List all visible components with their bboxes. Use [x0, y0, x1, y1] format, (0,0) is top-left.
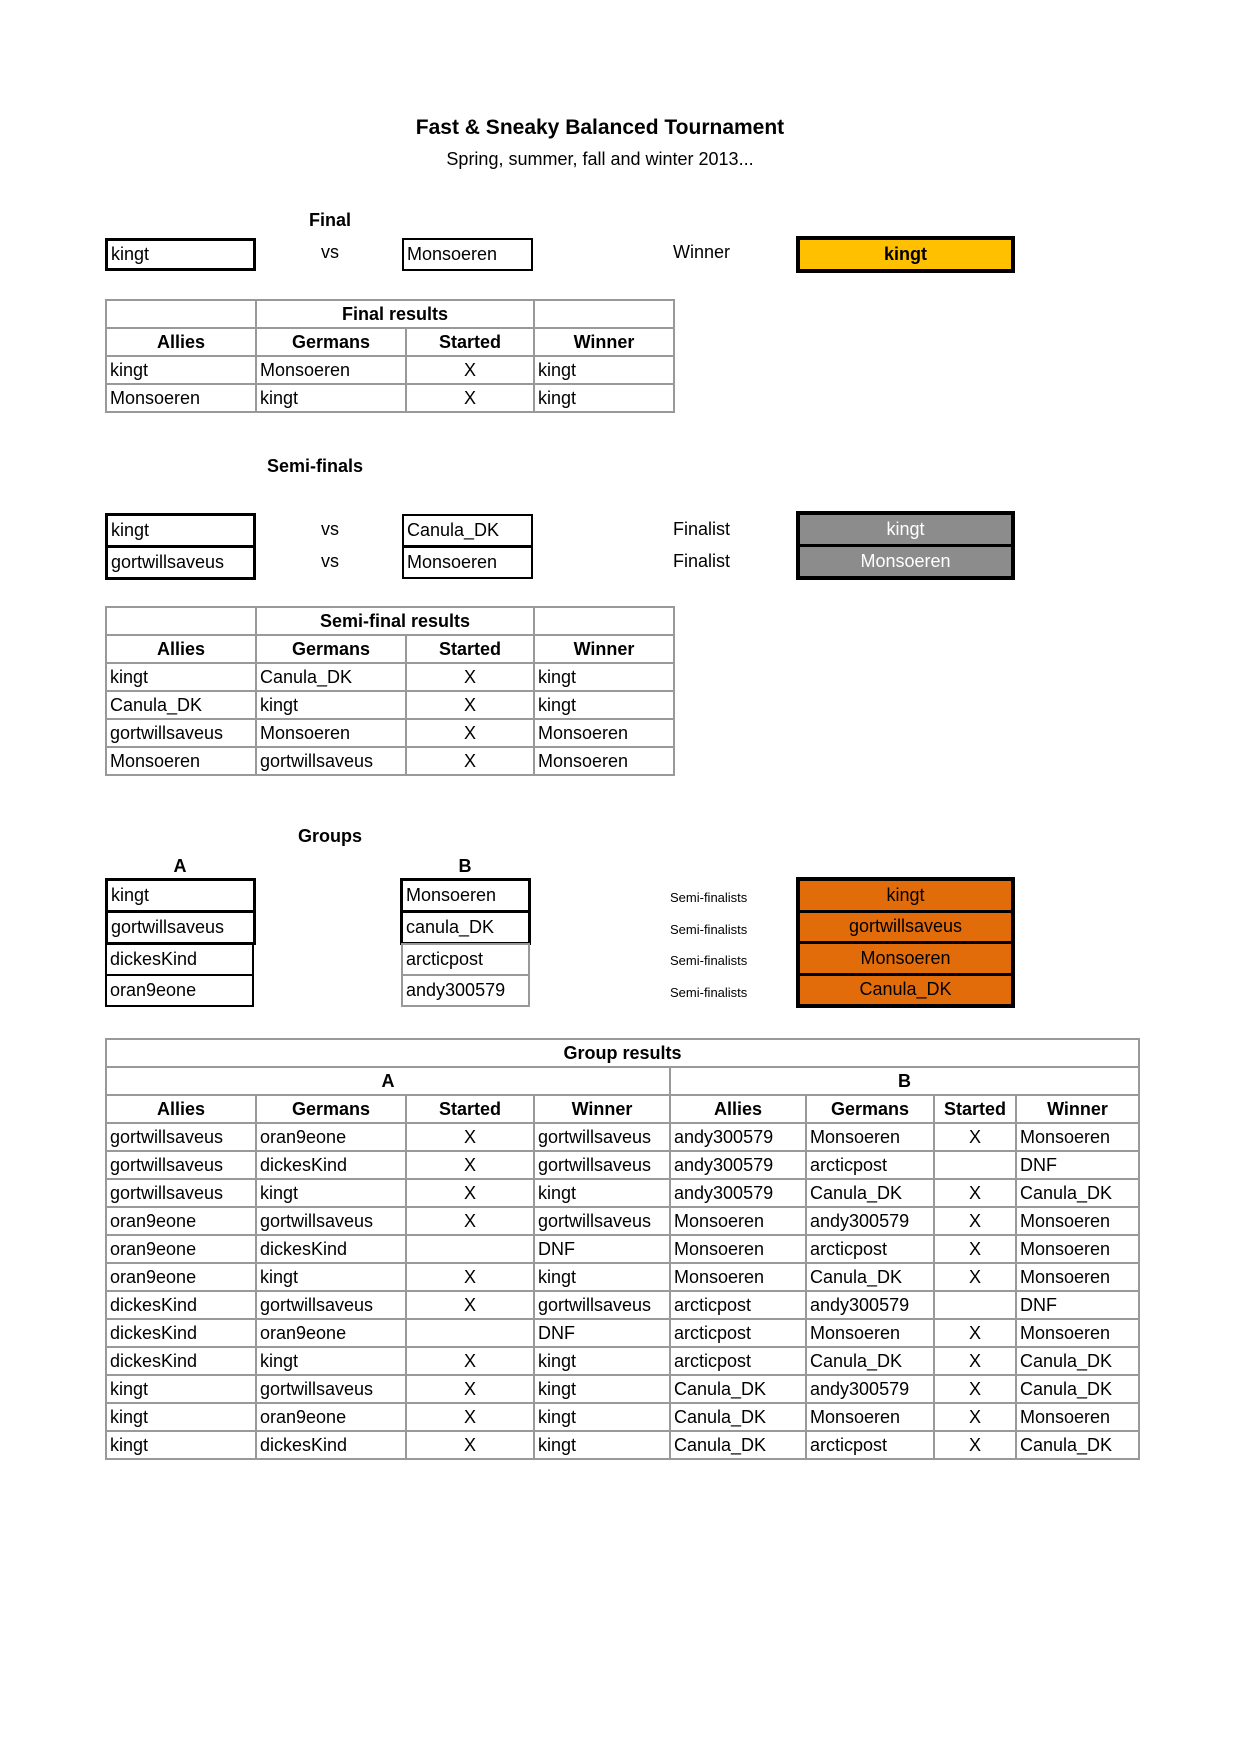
table-row — [106, 1291, 1139, 1319]
final-player-2: Monsoeren — [402, 238, 533, 271]
cell-started — [406, 1235, 534, 1263]
cell-winner: Canula_DK — [1016, 1347, 1139, 1375]
cell-allies: Monsoeren — [670, 1263, 806, 1291]
cell-allies: gortwillsaveus — [106, 1151, 256, 1179]
cell-winner: kingt — [534, 356, 674, 384]
semifinalist-label: Semi-finalists — [670, 922, 748, 937]
col-header: Germans — [256, 635, 406, 663]
semi-match-1-vs: vs — [321, 519, 339, 539]
table-row — [106, 1347, 1139, 1375]
cell-germans: Canula_DK — [806, 1347, 934, 1375]
cell-allies: kingt — [106, 663, 256, 691]
semi-match-2-player-1: gortwillsaveus — [105, 545, 256, 580]
cell-winner: gortwillsaveus — [534, 1151, 670, 1179]
group-a-label: A — [106, 1067, 670, 1095]
cell-winner: kingt — [534, 691, 674, 719]
cell-winner: Monsoeren — [1016, 1123, 1139, 1151]
group-b-label: B — [670, 1067, 1139, 1095]
finalist-label-1: Finalist — [673, 519, 731, 539]
cell-allies: Canula_DK — [670, 1375, 806, 1403]
cell-allies: dickesKind — [106, 1291, 256, 1319]
semi-match-1-player-2: Canula_DK — [402, 514, 533, 547]
cell-started: X — [934, 1123, 1016, 1151]
cell-winner: gortwillsaveus — [534, 1291, 670, 1319]
col-header: Germans — [806, 1095, 934, 1123]
semifinals-heading: Semi-finals — [266, 456, 364, 476]
table-header-row — [106, 635, 674, 663]
cell-germans: kingt — [256, 1179, 406, 1207]
semifinalist: kingt — [800, 881, 1011, 910]
cell-winner: Canula_DK — [1016, 1431, 1139, 1459]
col-header: Germans — [256, 1095, 406, 1123]
cell-winner: kingt — [534, 1403, 670, 1431]
finalist-label-2: Finalist — [673, 551, 731, 571]
finalist-2: Monsoeren — [800, 547, 1011, 576]
cell-winner: Monsoeren — [1016, 1263, 1139, 1291]
cell-winner: kingt — [534, 1263, 670, 1291]
cell-germans: kingt — [256, 1263, 406, 1291]
col-header: Winner — [534, 328, 674, 356]
groups-heading: Groups — [297, 826, 362, 846]
col-header: Allies — [670, 1095, 806, 1123]
col-header: Germans — [256, 328, 406, 356]
cell-started — [406, 1319, 534, 1347]
cell-germans: andy300579 — [806, 1291, 934, 1319]
cell-germans: kingt — [256, 691, 406, 719]
cell-allies: oran9eone — [106, 1235, 256, 1263]
semifinalists-box — [796, 877, 1015, 1008]
semi-match-2-player-2: Monsoeren — [402, 546, 533, 579]
cell-started: X — [934, 1431, 1016, 1459]
cell-winner: DNF — [534, 1235, 670, 1263]
cell-winner: Canula_DK — [1016, 1179, 1139, 1207]
table-title-row — [106, 300, 674, 328]
cell-started: X — [406, 1431, 534, 1459]
cell-started: X — [934, 1347, 1016, 1375]
cell-germans: dickesKind — [256, 1151, 406, 1179]
table-row — [106, 1123, 1139, 1151]
cell-allies: gortwillsaveus — [106, 1123, 256, 1151]
final-player-1: kingt — [105, 238, 256, 271]
cell-started: X — [934, 1319, 1016, 1347]
cell-allies: andy300579 — [670, 1151, 806, 1179]
table-row — [106, 747, 674, 775]
cell-winner: gortwillsaveus — [534, 1207, 670, 1235]
group-results-table — [105, 1038, 1140, 1460]
col-header: Allies — [106, 328, 256, 356]
table-row — [106, 1179, 1139, 1207]
cell-germans: arcticpost — [806, 1235, 934, 1263]
cell-allies: dickesKind — [106, 1347, 256, 1375]
cell-winner: kingt — [534, 1179, 670, 1207]
cell-allies: Canula_DK — [106, 691, 256, 719]
cell-allies: oran9eone — [106, 1263, 256, 1291]
col-header: Started — [934, 1095, 1016, 1123]
semifinalist: Canula_DK — [800, 976, 1011, 1005]
cell-started: X — [406, 384, 534, 412]
cell-germans: Canula_DK — [806, 1263, 934, 1291]
cell-started: X — [406, 1179, 534, 1207]
cell-started: X — [406, 663, 534, 691]
cell-germans: Canula_DK — [806, 1179, 934, 1207]
cell-germans: kingt — [256, 384, 406, 412]
table-row — [106, 691, 674, 719]
cell-allies: kingt — [106, 1375, 256, 1403]
cell-winner: DNF — [1016, 1151, 1139, 1179]
finalists-box — [796, 511, 1015, 580]
col-header: Allies — [106, 1095, 256, 1123]
cell-started: X — [406, 356, 534, 384]
cell-started: X — [406, 719, 534, 747]
cell-germans: Monsoeren — [806, 1403, 934, 1431]
table-row — [106, 1403, 1139, 1431]
cell-winner: Monsoeren — [534, 719, 674, 747]
page-subtitle: Spring, summer, fall and winter 2013... — [446, 149, 754, 169]
table-title-row — [106, 607, 674, 635]
table-row — [106, 663, 674, 691]
table-header-row — [106, 328, 674, 356]
final-results-table — [105, 299, 675, 413]
cell-winner: Canula_DK — [1016, 1375, 1139, 1403]
group-results-title: Group results — [106, 1039, 1139, 1067]
cell-germans: arcticpost — [806, 1151, 934, 1179]
cell-started: X — [406, 747, 534, 775]
group-header-row — [106, 1067, 1139, 1095]
cell-started: X — [406, 1123, 534, 1151]
cell-germans: arcticpost — [806, 1431, 934, 1459]
table-row — [106, 1319, 1139, 1347]
cell-germans: gortwillsaveus — [256, 1207, 406, 1235]
cell-allies: kingt — [106, 1403, 256, 1431]
cell-started: X — [406, 1291, 534, 1319]
semifinalist-label: Semi-finalists — [670, 953, 748, 968]
table-row — [106, 1207, 1139, 1235]
cell-germans: gortwillsaveus — [256, 1375, 406, 1403]
table-row — [106, 1151, 1139, 1179]
cell-started: X — [406, 1375, 534, 1403]
col-header: Winner — [1016, 1095, 1139, 1123]
cell-allies: Canula_DK — [670, 1403, 806, 1431]
cell-germans: Monsoeren — [806, 1123, 934, 1151]
cell-started: X — [934, 1207, 1016, 1235]
cell-started: X — [406, 691, 534, 719]
cell-started: X — [406, 1263, 534, 1291]
final-winner: kingt — [800, 240, 1011, 269]
cell-started: X — [406, 1207, 534, 1235]
cell-germans: dickesKind — [256, 1235, 406, 1263]
cell-started: X — [934, 1179, 1016, 1207]
cell-winner: kingt — [534, 384, 674, 412]
cell-started: X — [406, 1151, 534, 1179]
cell-winner: Monsoeren — [534, 747, 674, 775]
cell-winner: kingt — [534, 1375, 670, 1403]
cell-allies: andy300579 — [670, 1179, 806, 1207]
cell-started: X — [934, 1375, 1016, 1403]
cell-started: X — [934, 1235, 1016, 1263]
table-row — [106, 1431, 1139, 1459]
table-header-row — [106, 1095, 1139, 1123]
cell-germans: andy300579 — [806, 1375, 934, 1403]
col-header: Started — [406, 1095, 534, 1123]
col-header: Started — [406, 635, 534, 663]
cell-germans: Monsoeren — [256, 719, 406, 747]
group-a-player: oran9eone — [105, 974, 254, 1007]
cell-germans: oran9eone — [256, 1403, 406, 1431]
cell-started — [934, 1151, 1016, 1179]
cell-allies: Canula_DK — [670, 1431, 806, 1459]
cell-started: X — [406, 1403, 534, 1431]
table-row — [106, 719, 674, 747]
cell-germans: Monsoeren — [256, 356, 406, 384]
table-row — [106, 1375, 1139, 1403]
final-winner-box — [796, 236, 1015, 273]
cell-germans: oran9eone — [256, 1319, 406, 1347]
col-header: Winner — [534, 1095, 670, 1123]
semi-match-2-vs: vs — [321, 551, 339, 571]
table-title-row — [106, 1039, 1139, 1067]
cell-allies: oran9eone — [106, 1207, 256, 1235]
table-row — [106, 356, 674, 384]
final-heading: Final — [308, 210, 351, 230]
cell-allies: gortwillsaveus — [106, 1179, 256, 1207]
group-b-player: canula_DK — [400, 910, 531, 945]
cell-winner: gortwillsaveus — [534, 1123, 670, 1151]
semifinalist: gortwillsaveus — [800, 913, 1011, 942]
cell-winner: Monsoeren — [1016, 1319, 1139, 1347]
table-row — [106, 384, 674, 412]
table-row — [106, 1263, 1139, 1291]
group-a-player: dickesKind — [105, 943, 254, 976]
group-b-player: andy300579 — [401, 974, 530, 1007]
cell-allies: Monsoeren — [670, 1207, 806, 1235]
cell-started: X — [406, 1347, 534, 1375]
cell-allies: andy300579 — [670, 1123, 806, 1151]
col-header: Allies — [106, 635, 256, 663]
group-b-player: arcticpost — [401, 943, 530, 976]
cell-germans: kingt — [256, 1347, 406, 1375]
finalist-1: kingt — [800, 515, 1011, 544]
semifinal-results-table — [105, 606, 675, 776]
semifinalist-label: Semi-finalists — [670, 985, 748, 1000]
cell-germans: gortwillsaveus — [256, 1291, 406, 1319]
cell-winner: DNF — [534, 1319, 670, 1347]
semi-match-1-player-1: kingt — [105, 513, 256, 548]
cell-allies: Monsoeren — [106, 384, 256, 412]
group-a-player: kingt — [105, 878, 256, 913]
cell-winner: kingt — [534, 1347, 670, 1375]
final-results-title: Final results — [256, 300, 534, 328]
cell-winner: kingt — [534, 1431, 670, 1459]
cell-allies: kingt — [106, 1431, 256, 1459]
cell-allies: arcticpost — [670, 1347, 806, 1375]
cell-winner: kingt — [534, 663, 674, 691]
col-header: Winner — [534, 635, 674, 663]
table-row — [106, 1235, 1139, 1263]
cell-allies: arcticpost — [670, 1319, 806, 1347]
group-b-player: Monsoeren — [400, 878, 531, 913]
cell-allies: arcticpost — [670, 1291, 806, 1319]
semifinalist: Monsoeren — [800, 944, 1011, 973]
final-winner-label: Winner — [673, 242, 731, 262]
cell-germans: dickesKind — [256, 1431, 406, 1459]
group-b-heading: B — [458, 856, 472, 876]
cell-germans: oran9eone — [256, 1123, 406, 1151]
cell-started: X — [934, 1403, 1016, 1431]
cell-allies: dickesKind — [106, 1319, 256, 1347]
cell-germans: gortwillsaveus — [256, 747, 406, 775]
group-a-heading: A — [173, 856, 187, 876]
cell-germans: Monsoeren — [806, 1319, 934, 1347]
cell-started — [934, 1291, 1016, 1319]
cell-winner: Monsoeren — [1016, 1207, 1139, 1235]
cell-allies: Monsoeren — [106, 747, 256, 775]
semifinal-results-title: Semi-final results — [256, 607, 534, 635]
page-title: Fast & Sneaky Balanced Tournament — [415, 116, 785, 139]
semifinalist-label: Semi-finalists — [670, 890, 748, 905]
group-a-player: gortwillsaveus — [105, 910, 256, 945]
col-header: Started — [406, 328, 534, 356]
cell-allies: Monsoeren — [670, 1235, 806, 1263]
final-vs: vs — [321, 242, 339, 262]
cell-germans: Canula_DK — [256, 663, 406, 691]
cell-allies: kingt — [106, 356, 256, 384]
cell-winner: Monsoeren — [1016, 1235, 1139, 1263]
cell-winner: DNF — [1016, 1291, 1139, 1319]
cell-winner: Monsoeren — [1016, 1403, 1139, 1431]
cell-allies: gortwillsaveus — [106, 719, 256, 747]
cell-germans: andy300579 — [806, 1207, 934, 1235]
cell-started: X — [934, 1263, 1016, 1291]
